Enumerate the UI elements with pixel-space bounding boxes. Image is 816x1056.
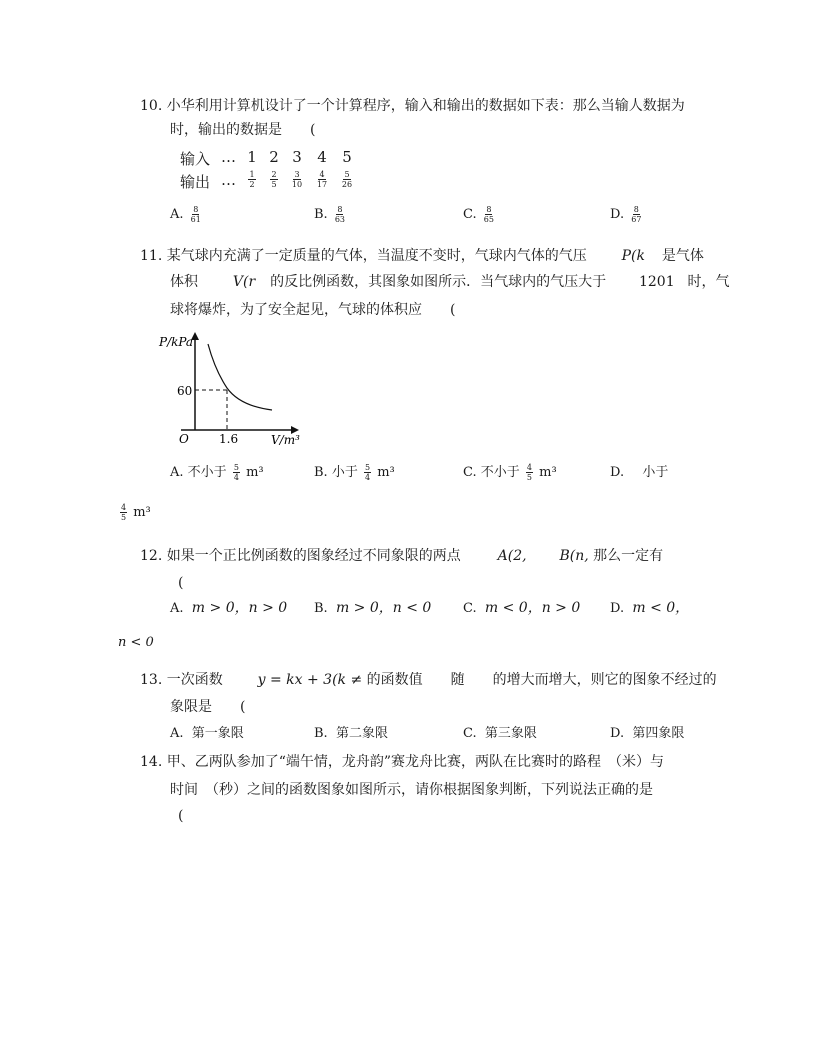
x-tick-1.6: 1.6: [219, 432, 239, 446]
q11-option-d[interactable]: D. 小于: [610, 465, 669, 480]
q13-line2: 象限是 (: [170, 699, 246, 715]
table-output-cell: $\frac{1}{2}$: [249, 170, 255, 189]
pressure-symbol: P(k: [621, 248, 645, 264]
q14-line1: 14. 甲、乙两队参加了“端午情，龙舟韵”赛龙舟比赛，两队在比赛时的路程 （米）与: [140, 754, 665, 770]
table-input-cell: 4: [317, 148, 327, 166]
q13-option-b[interactable]: B. 第二象限: [314, 726, 388, 741]
q11-option-d-wrap: $\frac{4}{5}$ m³: [121, 503, 151, 522]
q13-option-a[interactable]: A. 第一象限: [170, 726, 244, 741]
q13-option-d[interactable]: D. 第四象限: [610, 726, 685, 741]
volume-symbol: V(r: [232, 274, 256, 290]
origin-label: O: [179, 432, 189, 446]
q11-line1: 11. 某气球内充满了一定质量的气体，当温度不变时，气球内气体的气压 P(k 是气体: [140, 248, 704, 264]
q10-option-b[interactable]: B. $\frac{8}{63}$: [314, 205, 346, 224]
table-output-ellipsis: …: [221, 171, 236, 189]
table-output-cell: $\frac{5}{26}$: [341, 170, 353, 189]
q11-option-b[interactable]: B. 小于 $\frac{5}{4}$ m³: [314, 463, 395, 482]
q10-line2: 时，输出的数据是 (: [170, 122, 316, 138]
x-axis-label: V/m³: [271, 433, 300, 447]
q12-option-c[interactable]: C. m < 0，n > 0: [463, 600, 581, 616]
table-input-cell: 1: [247, 148, 257, 166]
table-input-cell: 5: [342, 148, 352, 166]
linear-function: y = kx + 3(k ≠: [257, 672, 363, 688]
q10-option-a[interactable]: A. $\frac{8}{61}$: [170, 205, 201, 224]
q12-option-d-wrap: n < 0: [118, 635, 154, 650]
q12-option-b[interactable]: B. m > 0，n < 0: [314, 600, 432, 616]
table-input-cell: 3: [292, 148, 302, 166]
q11-pressure-volume-graph: [155, 330, 315, 450]
point-a: A(2,: [497, 548, 527, 564]
q12-line2: (: [178, 575, 184, 591]
q13-line1: 13. 一次函数 y = kx + 3(k ≠ 的函数值 随 的增大而增大，则它的图象不经过的: [140, 672, 717, 688]
table-input-cell: 2: [269, 148, 279, 166]
table-input-label: 输入: [180, 150, 211, 168]
point-b: B(n,: [559, 548, 589, 564]
q11-line2: 体积 V(r 的反比例函数，其图象如图所示．当气球内的气压大于 1201 时，气: [170, 274, 730, 290]
q13-option-c[interactable]: C. 第三象限: [463, 726, 537, 741]
table-output-label: 输出: [180, 173, 211, 191]
q14-line2: 时间 （秒）之间的函数图象如图所示，请你根据图象判断，下列说法正确的是: [170, 782, 653, 798]
table-output-cell: $\frac{3}{10}$: [291, 170, 303, 189]
q11-option-c[interactable]: C. 不小于 $\frac{4}{5}$ m³: [463, 463, 557, 482]
q12-option-d[interactable]: D. m < 0，: [610, 600, 690, 616]
table-output-cell: $\frac{2}{5}$: [271, 170, 277, 189]
y-tick-60: 60: [177, 384, 193, 398]
q11-line3: 球将爆炸，为了安全起见，气球的体积应 (: [170, 302, 456, 318]
q10-line1: 10. 小华利用计算机设计了一个计算程序，输入和输出的数据如下表：那么当输人数据为: [140, 98, 685, 114]
q14-line3: (: [178, 808, 184, 824]
inverse-curve: [208, 344, 272, 410]
table-output-cell: $\frac{4}{17}$: [316, 170, 328, 189]
table-input-ellipsis: …: [221, 148, 236, 166]
q10-option-d[interactable]: D. $\frac{8}{67}$: [610, 205, 642, 224]
y-axis-label: P/kPa: [159, 335, 194, 349]
q12-line1: 12. 如果一个正比例函数的图象经过不同象限的两点 A(2, B(n, 那么一定有: [140, 548, 664, 564]
q12-option-a[interactable]: A. m > 0，n > 0: [170, 600, 288, 616]
q11-option-a[interactable]: A. 不小于 $\frac{5}{4}$ m³: [170, 463, 264, 482]
q10-option-c[interactable]: C. $\frac{8}{65}$: [463, 205, 494, 224]
